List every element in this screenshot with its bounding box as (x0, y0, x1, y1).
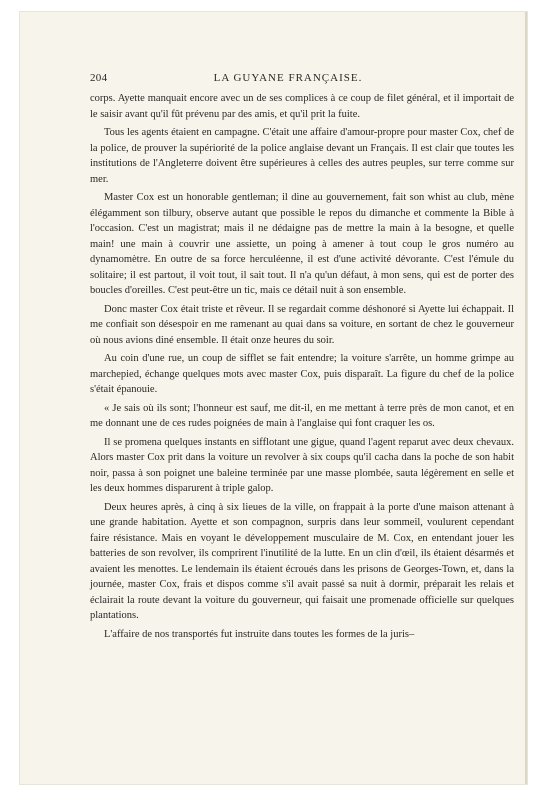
running-title: LA GUYANE FRANÇAISE. (213, 72, 363, 84)
paragraph: Master Cox est un honorable gentleman; il dine au gouvernement, fait son whist au club, mène élégamment son tilbury, observe autant que possible le repos du dimanche et commente la Bible à l'occasion. C'est un magistrat; mais il ne dédaigne pas de mettre la main à la besogne, et quelle main! une main à couvrir une assiette, un poing à amener à tout coup le gros numéro au dynamomètre. En outre de sa force herculéenne, il est d'une activité dévorante. C'est l'émule du solitaire; il est partout, il voit tout, il sait tout. Il n'a qu'un défaut, à mon sens, qui est de porter des boucles d'oreilles. C'est peut-être un tic, mais ce détail nuit à son ensemble. (90, 192, 514, 296)
paragraph: Deux heures après, à cinq à six lieues de la ville, on frappait à la porte d'une maison attenant à une grande habitation. Ayette et son compagnon, surpris dans leur sommeil, voulurent cependant faire résistance. Mais en voyant le développement musculaire de M. Cox, en entendant jouer les batteries de son revolver, ils comprirent l'inutilité de la lutte. En un clin d'œil, ils étaient désarmés et avaient les menottes. Le lendemain ils étaient écroués dans les prisons de Georges-Town, et, dans la journée, master Cox, frais et dispos comme s'il avait passé sa nuit à dormir, préparait les relais et éclairait la route devant la voiture du gouverneur, qui faisait une promenade officielle sur quelques plantations. (90, 501, 514, 621)
paragraph: corps. Ayette manquait encore avec un de ses complices à ce coup de filet général, et il importait de le saisir avant qu'il fût prévenu par des amis, et qu'il prit la fuite. (90, 93, 514, 120)
paragraph: Tous les agents étaient en campagne. C'était une affaire d'amour-propre pour master Cox, chef de la police, de prouver la supériorité de la police anglaise devant un Français. Il est clair que toutes les institutions de l'Angleterre doivent être supérieures à celles des autres peuples, sur terre comme sur mer. (90, 127, 514, 185)
paragraph: Il se promena quelques instants en sifflotant une gigue, quand l'agent reparut avec deux chevaux. Alors master Cox prit dans la voiture un revolver à six coups qu'il cacha dans la poche de son habit noir, passa à son poignet une baleine terminée par une masse plombée, sauta légèrement en selle et les deux hommes disparurent à triple galop. (90, 436, 514, 494)
paragraph: Au coin d'une rue, un coup de sifflet se fait entendre; la voiture s'arrête, un homme grimpe au marchepied, échange quelques mots avec master Cox, puis disparaît. La figure du chef de la police s'était épanouie. (90, 353, 514, 395)
page-number: 204 (90, 72, 108, 84)
body-text (90, 91, 514, 645)
paragraph: Donc master Cox était triste et rêveur. Il se regardait comme déshonoré si Ayette lui échappait. Il me confiait son désespoir en me ramenant au quai dans sa voiture, en sortant de chez le gouverneur où nous avions diné ensemble. Il était onze heures du soir. (90, 303, 514, 346)
book-page (20, 12, 527, 784)
page-header (90, 72, 486, 86)
page-edge (525, 12, 527, 784)
paragraph: L'affaire de nos transportés fut instruite dans toutes les formes de la juris– (104, 628, 415, 640)
paragraph: « Je sais où ils sont; l'honneur est sauf, me dit-il, en me mettant à terre près de mon canot, et en me donnant une de ces rudes poignées de main à l'anglaise qui font craquer les os. (90, 402, 514, 429)
